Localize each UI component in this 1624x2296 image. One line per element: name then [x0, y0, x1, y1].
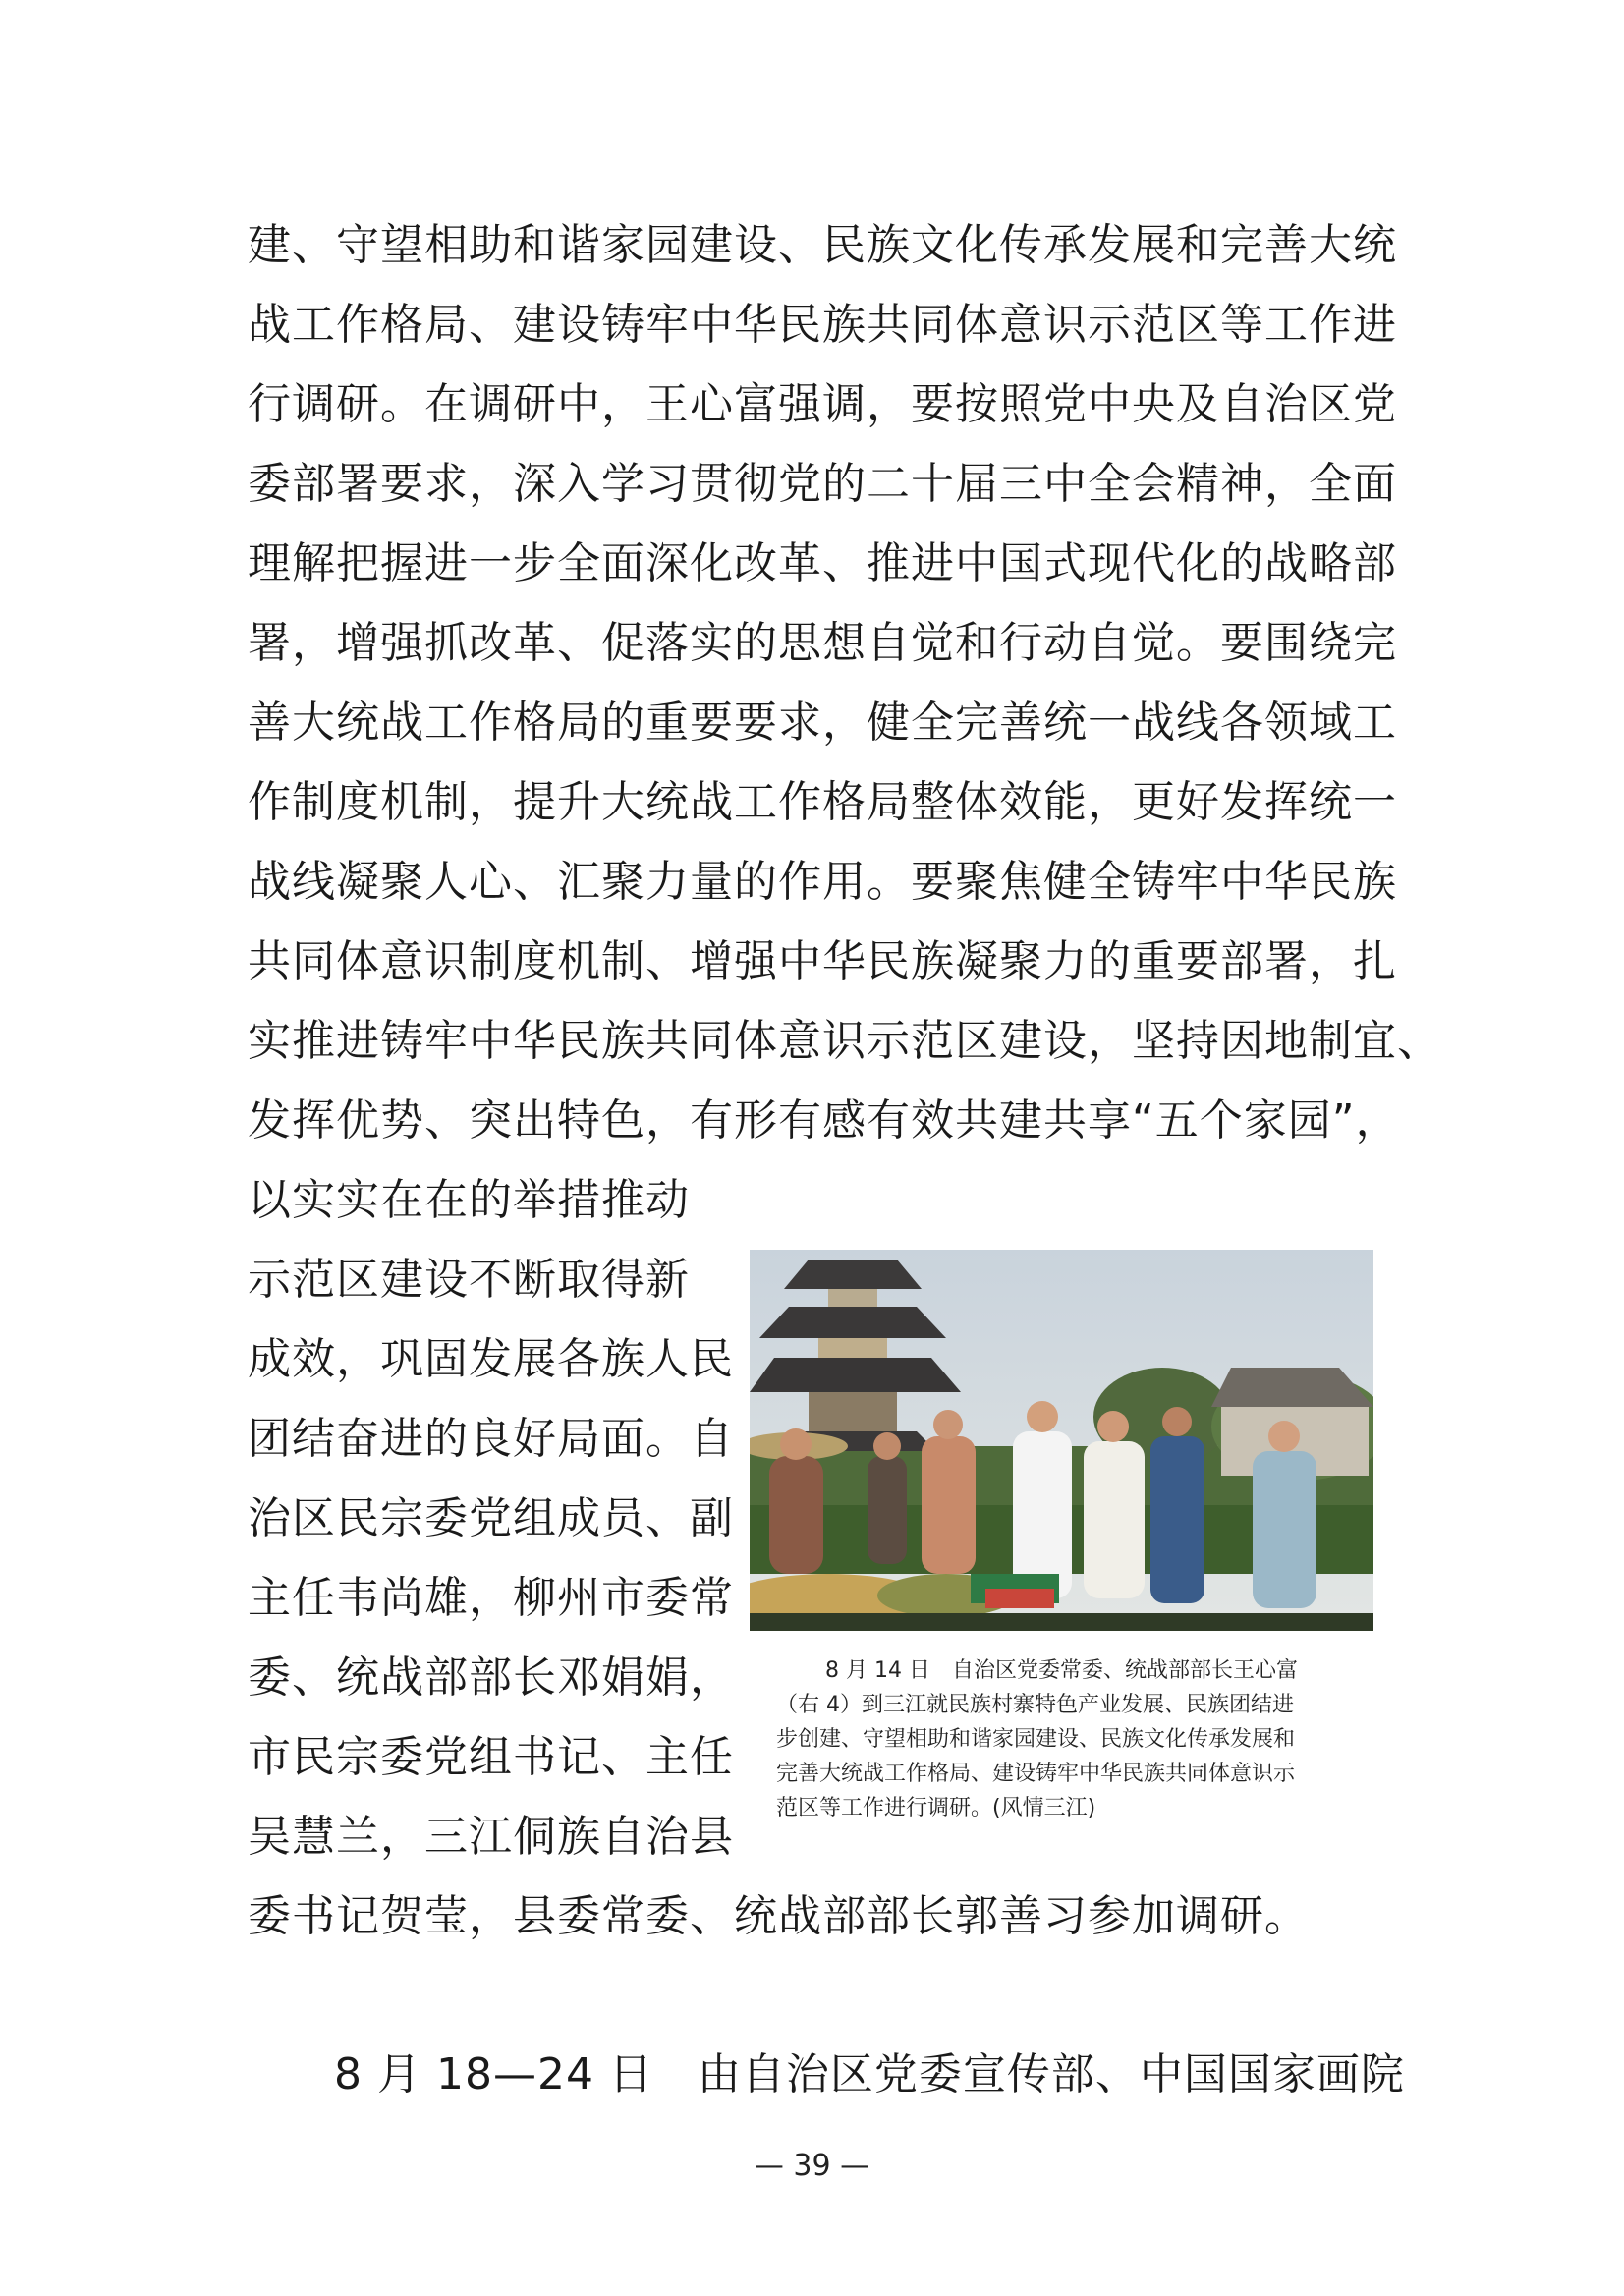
body-line: 委部署要求，深入学习贯彻党的二十届三中全会精神，全面 — [248, 459, 1397, 509]
photo-illustration — [750, 1250, 1373, 1631]
wrap-line: 委、统战部部长邓娟娟， — [248, 1652, 734, 1703]
body-line: 署，增强抓改革、促落实的思想自觉和行动自觉。要围绕完 — [248, 618, 1397, 668]
news-photo — [750, 1250, 1373, 1631]
photo-caption: （右 4）到三江就民族村寨特色产业发展、民族团结进 — [776, 1693, 1294, 1717]
body-line: 作制度机制，提升大统战工作格局整体效能，更好发挥统一 — [248, 777, 1397, 827]
body-line: 理解把握进一步全面深化改革、推进中国式现代化的战略部 — [248, 538, 1397, 588]
wrap-line: 成效，巩固发展各族人民 — [248, 1334, 734, 1384]
photo-caption: 完善大统战工作格局、建设铸牢中华民族共同体意识示 — [776, 1762, 1296, 1786]
body-line: 善大统战工作格局的重要要求，健全完善统一战线各领域工 — [248, 698, 1397, 748]
wrap-line: 以实实在在的举措推动 — [248, 1175, 690, 1225]
wrap-line: 团结奋进的良好局面。自 — [248, 1414, 734, 1464]
body-line: 行调研。在调研中，王心富强调，要按照党中央及自治区党 — [248, 379, 1397, 429]
photo-caption: 步创建、守望相助和谐家园建设、民族文化传承发展和 — [776, 1727, 1296, 1752]
photo-caption: 范区等工作进行调研。(风情三江) — [776, 1796, 1096, 1820]
body-line: 战线凝聚人心、汇聚力量的作用。要聚焦健全铸牢中华民族 — [248, 857, 1397, 907]
body-line: 建、守望相助和谐家园建设、民族文化传承发展和完善大统 — [248, 220, 1397, 270]
body-line: 战工作格局、建设铸牢中华民族共同体意识示范区等工作进 — [248, 300, 1397, 350]
next-paragraph: 8 月 18—24 日 由自治区党委宣传部、中国国家画院 — [334, 2049, 1405, 2100]
body-line: 发挥优势、突出特色，有形有感有效共建共享“五个家园”， — [248, 1095, 1400, 1146]
body-line: 实推进铸牢中华民族共同体意识示范区建设，坚持因地制宜、 — [248, 1016, 1441, 1066]
body-line: 共同体意识制度机制、增强中华民族凝聚力的重要部署，扎 — [248, 936, 1397, 986]
page-number: — 39 — — [754, 2149, 870, 2183]
wrap-line: 市民宗委党组书记、主任 — [248, 1732, 734, 1782]
photo-caption: 8 月 14 日 自治区党委常委、统战部部长王心富 — [825, 1658, 1298, 1683]
wrap-line: 主任韦尚雄，柳州市委常 — [248, 1573, 734, 1623]
closing-line: 委书记贺莹，县委常委、统战部部长郭善习参加调研。 — [248, 1891, 1309, 1941]
wrap-line: 示范区建设不断取得新 — [248, 1255, 690, 1305]
wrap-line: 治区民宗委党组成员、副 — [248, 1493, 734, 1543]
wrap-line: 吴慧兰，三江侗族自治县 — [248, 1812, 734, 1862]
